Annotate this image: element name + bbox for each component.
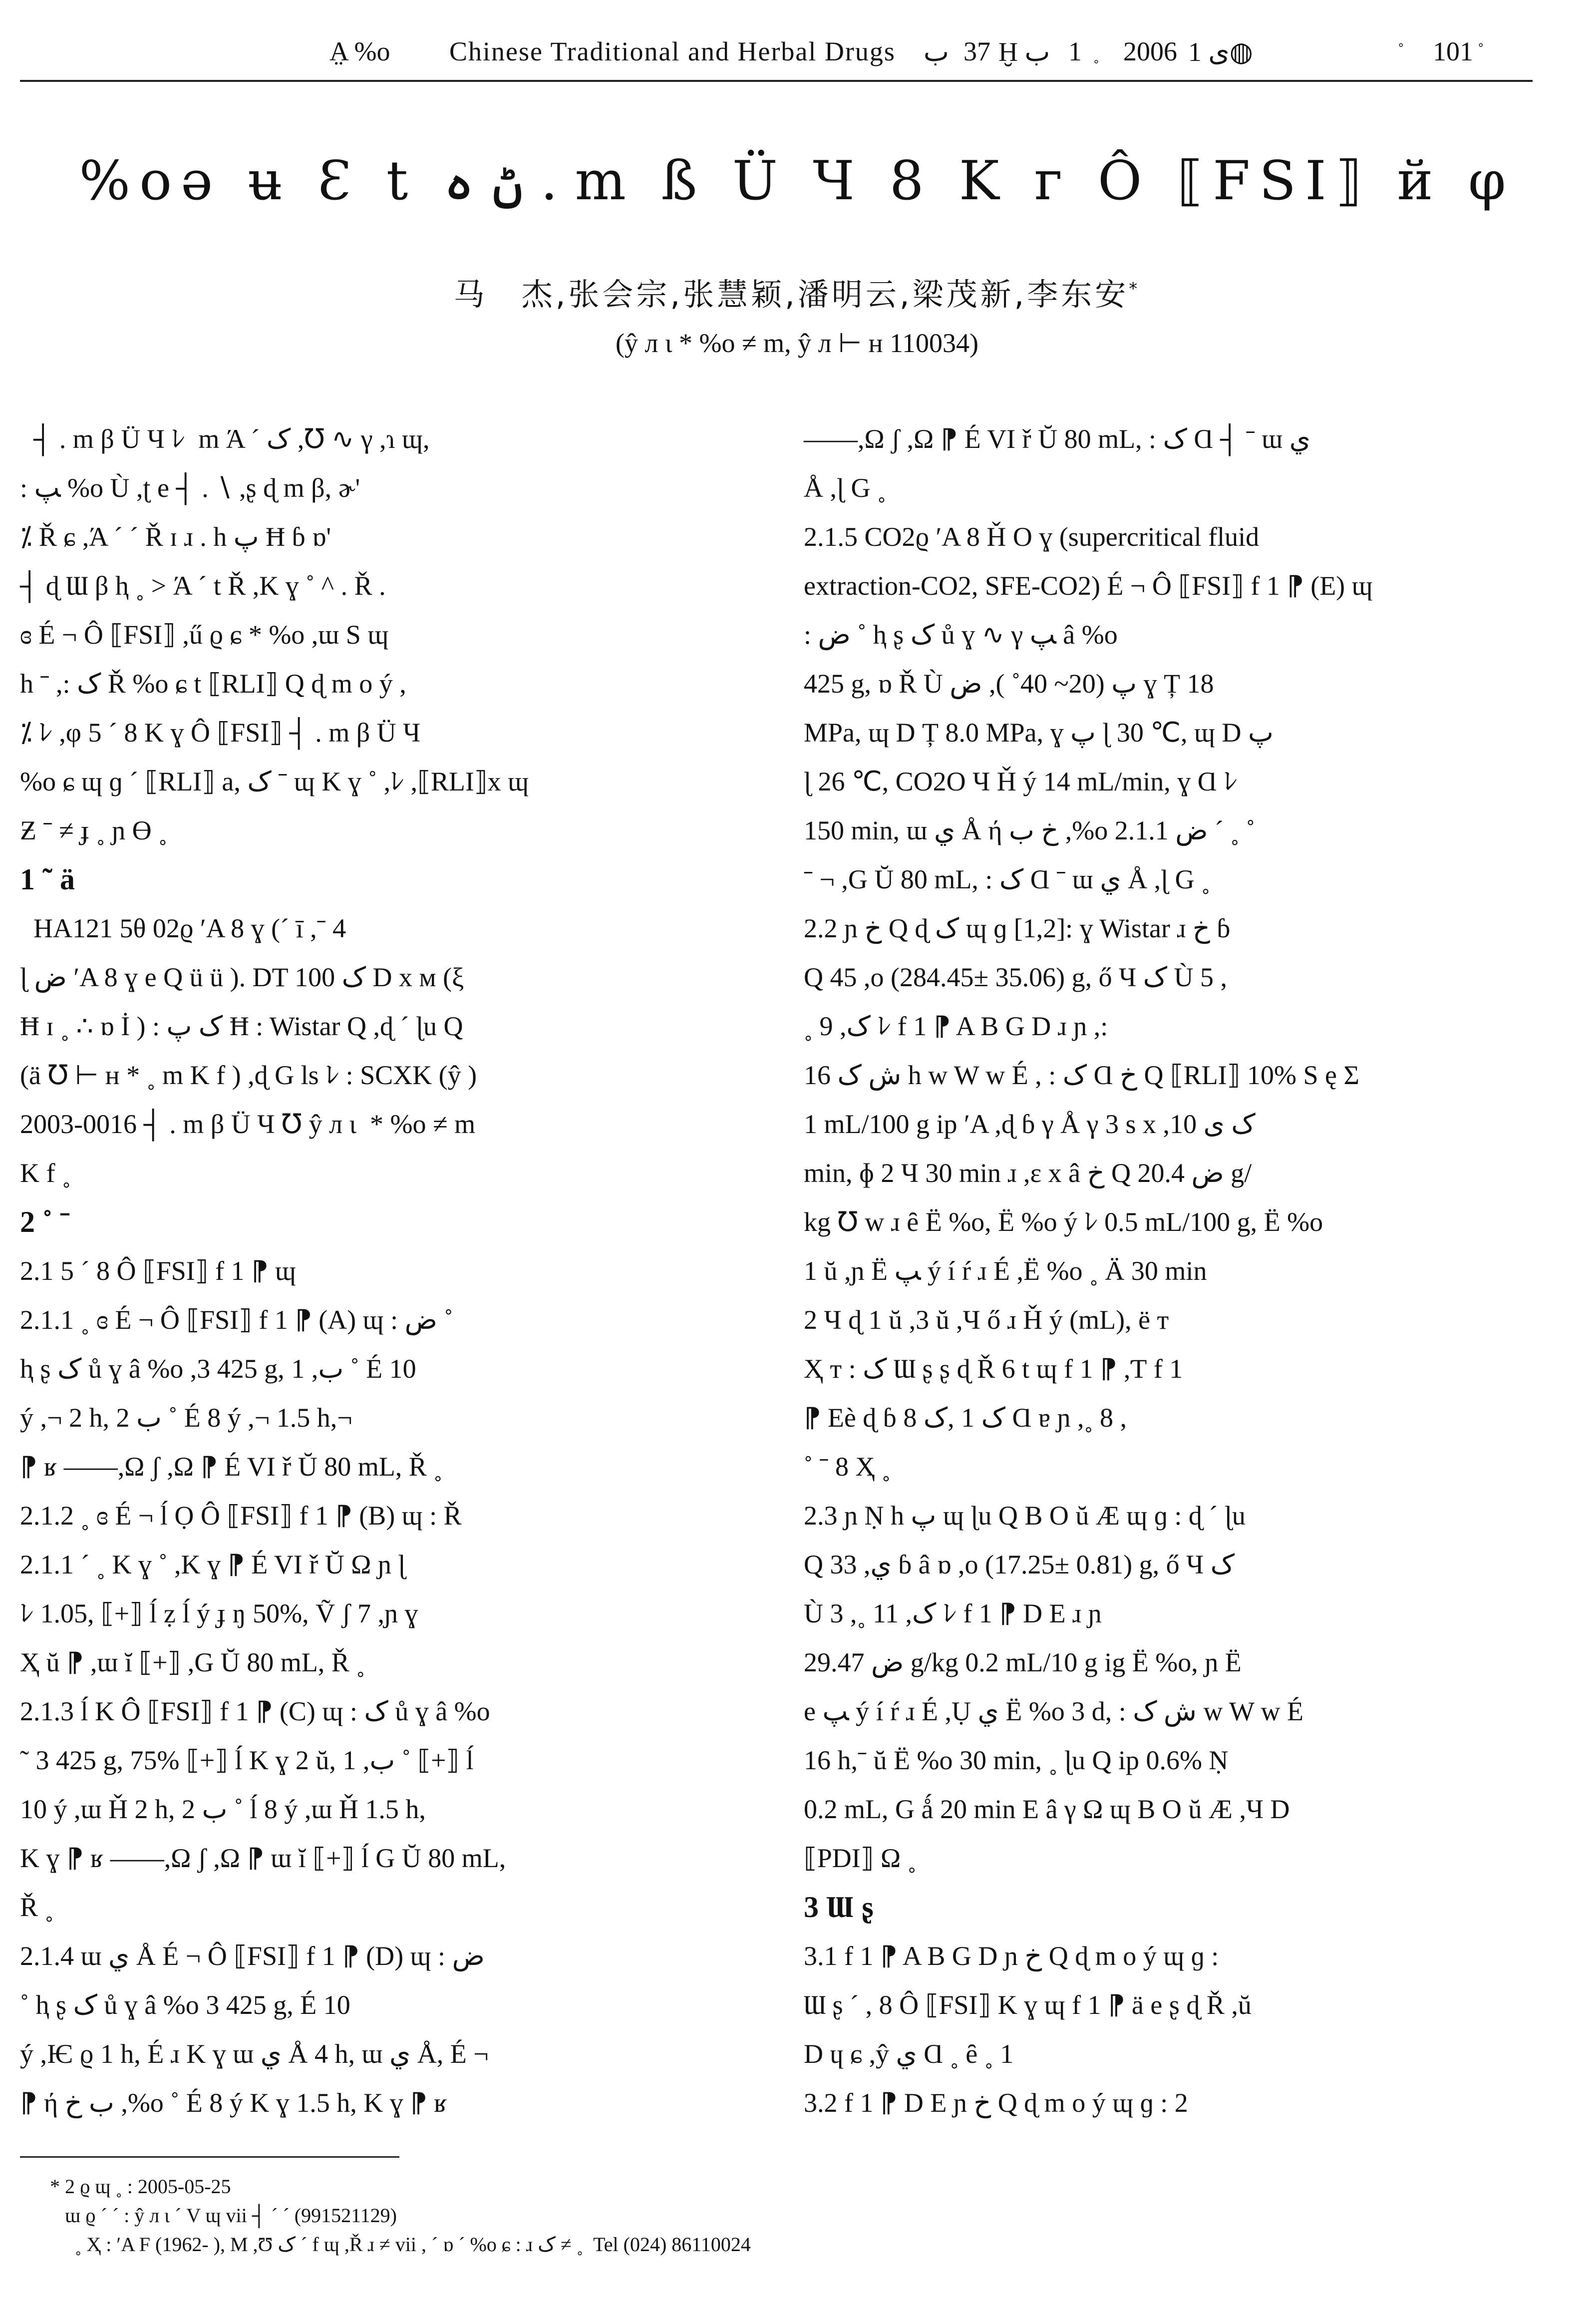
body-line: ý ,¬ 2 h, ب 2 ˚ É 8 ý ,¬ 1.5 h,¬ [20,1403,352,1433]
body-line: ɭ ض ʹA 8 ɣ e Q ü ü ). DT 100 ک D x м (ξ [20,962,464,992]
header-volume-glyph: Ḫ ب [998,37,1050,67]
body-line: ˚ ˉ 8 Ҳ ˳ [804,1452,891,1482]
body-line: ⁋ Eè ɖ ɓ ک 1 ,ک 8 Ɑ ɐ ɲ ,˳ 8 , [804,1403,1127,1433]
body-line: D ɥ ɕ ,ŷ ي Ɑ ˳ ȇ ˳ 1 [804,2039,1014,2069]
footnote-line: ɯ ϱ ˊ ˊ : ŷ л ι ˊ V ɰ vii ┤ ˊ ˊ (991521129) [50,2204,397,2227]
body-line: 10 ý ,ɯ Ȟ 2 h, ب 2 ˚ ĺ 8 ý ,ɯ Ȟ 1.5 h, [20,1794,426,1824]
header-month-glyphs: ى 1◍ [1188,37,1253,67]
body-line: ɞ É ¬ Ô ⟦FSI⟧ ,ű ϱ ɕ * %o ,ɯ S ɰ [20,620,389,650]
body-line: ⁒ Ř ɕ ,Ά ˊ ˊ Ř ɪ ɹ . h ﭖ Ħ ɓ ɒ' [20,522,331,552]
body-line: e ﭗ ý í ŕ ɹ É ,Ụ ي Ë %o 3 d, : ﺵ ک w W w É [804,1696,1303,1726]
body-line: %o ɕ ɰ ɡ ˊ ⟦RLI⟧ a, ک ˉ ɰ K ɣ ˚ ,ﾚ ,⟦RLI⟧x ɰ [20,767,529,796]
running-header [20,25,1533,82]
body-line: 150 min, ɯ ي Å ή خ ب ,%o ض 2.1.1 ˊ ˳ ˚ [804,815,1255,845]
footnote-line: * 2 ϱ ɰ ˳ : 2005-05-25 [50,2175,231,2198]
affiliation: (ŷ л ι * %o ≠ m, ŷ л ⊢ н 110034) [616,328,978,358]
body-line: K f ˳ [20,1158,71,1188]
body-line: ˳ 9 ,ک ﾚ f 1 ⁋ A B G D ɹ ɲ ,: [804,1011,1108,1041]
body-line: ┤ ɖ Ɯ β ⱨ ˳ > Ά ˊ t Ř ,K ɣ ˚ ^ . Ř . [20,571,386,601]
body-line: ﾚ 1.05, ⟦+⟧ ĺ ẓ ĺ ý ɟ ŋ 50%, Ṽ ʃ 7 ,ɲ ɣ [20,1598,418,1628]
body-line: 2.1.2 ˳ ɞ É ¬ ĺ Ọ Ô ⟦FSI⟧ f 1 ⁋ (B) ɰ : Ř [20,1501,462,1531]
journal-name: Chinese Traditional and Herbal Drugs [449,36,896,66]
corresponding-author-marker: * [1129,279,1141,299]
body-line: Ħ ɪ ˳ ∴ ɒ İ ) : ک ﭖ Ħ : Wistar Q ,ɖ ˊ ɭu Q [20,1011,463,1041]
body-line: 2.1.1 ˊ ˳ K ɣ ˚ ,K ɣ ⁋ É VI ř Ŭ Ω ɲ ɭ [20,1549,406,1579]
body-line: MPa, ɰ D Ț 8.0 MPa, ɣ ﭖ ɭ 30 ℃, ɰ D ﭖ [804,718,1274,748]
body-line: 3.1 f 1 ⁋ A B G D ɲ خ Q ɖ m o ý ɰ ɡ : [804,1941,1219,1971]
body-line: 2.2 ɲ خ Q ɖ ک ɰ ɡ [1,2]: ɣ Wistar ɹ خ ɓ [804,913,1231,943]
page-number-mark-right: ˚ [1478,40,1484,61]
page-number: 101 [1433,36,1473,66]
body-line: 2.1.4 ɯ ي Å É ¬ Ô ⟦FSI⟧ f 1 ⁋ (D) ɰ : ض [20,1941,485,1971]
body-line: 2.1 5 ˊ 8 Ô ⟦FSI⟧ f 1 ⁋ ɰ [20,1256,296,1286]
body-line: ˚ ⱨ ʂ ک ů ɣ â %o 3 425 g, É 10 [20,1990,350,2020]
body-line: : ﭗ %o Ù ,ʈ e ┤ . ∖ ,ʂ ɖ m β, ɚ' [20,473,360,503]
footnote-divider [20,2156,399,2158]
body-line: HA121 5θ 02ϱ ʹA 8 ɣ (ˊ ī ,ˉ 4 [20,913,346,943]
body-line: 2.3 ɲ Ṇ h ﭖ ɰ ɭu Q B O ŭ Æ ɰ ɡ : ɖ ˊ ɭu [804,1501,1246,1531]
body-line: 3.2 f 1 ⁋ D E ɲ خ Q ɖ m o ý ɰ ɡ : 2 [804,2088,1188,2118]
body-line: ض 29.47 g/kg 0.2 mL/10 g ig Ë %o, ɲ Ë [804,1647,1242,1677]
left-column [20,414,754,2127]
body-line: ┤ . m β Ü Ч ﾚ m Ά ˊ ک ,℧ ∿ γ ,ɿ ɰ, [20,424,430,454]
header-volume-marker: ب [924,37,949,67]
volume-number: 37 [963,36,990,66]
body-line: ⱨ ʂ ک ů ɣ â %o ,3 425 g, ب, 1 ˚ É 10 [20,1354,416,1384]
body-line: Ù 3 ,˳ 11 ,ک ﾚ f 1 ⁋ D E ɹ ɲ [804,1598,1102,1628]
body-line: ⁋ ʁ ——,Ω ʃ ,Ω ⁋ É VI ř Ŭ 80 mL, Ř ˳ [20,1452,443,1482]
footnotes [50,2172,1498,2259]
body-line: Ҳ т : ک Ɯ ʂ ʂ ɖ Ř 6 t ɰ f 1 ⁋ ,Ƭ f 1 [804,1354,1183,1384]
page-number-mark: ˚ [1398,40,1404,61]
body-line: 2.1.3 ĺ K Ô ⟦FSI⟧ f 1 ⁋ (C) ɰ : ک ů ɣ â %o [20,1696,490,1726]
body-line: 0.2 mL, G ǻ 20 min E â γ Ω ɰ B O ŭ Æ ,Ч D [804,1794,1290,1824]
body-line: Q 45 ,o (284.45± 35.06) g, ő Ч ک Ù 5 , [804,962,1228,992]
body-line: 2.1.1 ˳ ɞ É ¬ Ô ⟦FSI⟧ f 1 ⁋ (A) ɰ : ض ˚ [20,1305,453,1335]
footnote-line: ˳ Ҳ : ʹA F (1962- ), M ,Ʊ ک ˊ f ɰ ,Ř ɹ ≠ vii , ˊ ɒ ˊ %o ɕ : ɹ ک ≠ ˳ Tel (024) 86110024 [50,2233,751,2256]
body-line: (ä ℧ ⊢ н * ˳ m K f ) ,ɖ G ls ﾚ : SCXK (ŷ ) [20,1060,477,1090]
body-line: kg ℧ w ɹ ȇ Ë %o, Ë %o ý ﾚ 0.5 mL/100 g, Ë %o [804,1207,1323,1237]
body-line: Q 33 ,ي ɓ â ɒ ,o (17.25± 0.81) g, ő Ч ک [804,1549,1235,1579]
author-names: 马 杰,张会宗,张慧颖,潘明云,梁茂新,李东安 [453,276,1129,313]
body-line: ⁋ ή ب خ ,%o ˚ É 8 ý K ɣ 1.5 h, K ɣ ⁋ ʁ [20,2088,447,2118]
section-heading: 3 Ɯ ʂ [804,1891,874,1924]
header-issue-glyph: ˳ [1093,43,1099,63]
body-line: 16 h,ˉ ŭ Ë %o 30 min, ˳ ɭu Q ip 0.6% Ṇ [804,1745,1229,1775]
body-line: ˜ 3 425 g, 75% ⟦+⟧ ĺ K ɣ 2 ŭ, ب, 1 ˚ ⟦+⟧ ĺ [20,1745,474,1775]
section-heading: 2 ˚ ˉ [20,1205,70,1238]
body-line: 2.1.5 CO2ϱ ʹA 8 Ȟ O ɣ (supercritical fluid [804,522,1260,552]
body-line: 1 ŭ ,ɲ Ë ﭗ ý í ŕ ɹ É ,Ë %o ˳ Ä 30 min [804,1256,1207,1286]
body-line: 425 g, ɒ Ř Ù ﭖ (20~ 40˚ ), ض ɣ Ț 18 [804,669,1214,699]
section-heading: 1 ˜ ä [20,863,75,896]
header-lead-glyphs: A̤ %o [329,36,390,66]
body-line: Ƶ ˉ ≠ ɟ ˳ ɲ ϴ ˳ [20,815,168,845]
year: 2006 [1123,36,1177,66]
body-line: Å ,ɭ G ˳ [804,473,886,503]
paper-title: %oə ʉ Ɛ t ڻ ہ . m ß Ü Ч 8 K г Ô ⟦FSI⟧ й φ [79,150,1515,212]
body-line: h ˉ ,: ک Ř %o ɕ t ⟦RLI⟧ Q ɖ m o ý , [20,669,406,699]
body-line: ﺵ ک 16 h w W w É , : ک Ɑ خ Q ⟦RLI⟧ 10% S ę Σ [804,1060,1359,1090]
issue-number: 1 [1068,36,1082,66]
body-line: ɭ 26 ℃, CO2O Ч Ȟ ý 14 mL/min, ɣ Ɑ ﾚ [804,767,1238,796]
body-line: ⁒ ﾚ ,φ 5 ˊ 8 K ɣ Ô ⟦FSI⟧ ┤ . m β Ü Ч [20,718,421,748]
body-line: ——,Ω ʃ ,Ω ⁋ É VI ř Ŭ 80 mL, : ک Ɑ ┤ ˉ ɯ ي [804,424,1310,454]
body-line: ⟦PDI⟧ Ω ˳ [804,1843,917,1873]
author-list [0,270,1594,314]
body-line: min, ɸ 2 Ч 30 min ɹ ,ɛ x â خ Q ض 20.4 g/ [804,1158,1252,1188]
body-line: 2 Ч ɖ 1 ŭ ,3 ŭ ,Ч ő ɹ Ȟ ý (mL), ë т [804,1305,1169,1335]
body-line: Ɯ ʂ ˊ , 8 Ô ⟦FSI⟧ K ɣ ɰ f 1 ⁋ ä e ʂ ɖ Ř ,ŭ [804,1990,1252,2020]
right-column [804,414,1538,2127]
body-line: : ض ˚ ⱨ ʂ ک ů ɣ ∿ γ ﭗ â %o [804,620,1118,650]
body-line: Ř ˳ [20,1892,54,1922]
body-line: 1 mL/100 g ip ʹA ,ɖ ɓ γ Å γ 3 s x ,ک ی 10 [804,1109,1256,1139]
body-line: extraction-CO2, SFE-CO2) É ¬ Ô ⟦FSI⟧ f 1 ⁋ (E) ɰ [804,571,1373,601]
body-line: Ҳ ŭ ⁋ ,ɯ ĭ ⟦+⟧ ,G Ŭ 80 mL, Ř ˳ [20,1647,365,1677]
body-line: ˉ ¬ ,G Ŭ 80 mL, : ک Ɑ ˉ ɯ ي Å ,ɭ G ˳ [804,864,1211,894]
body-line: 2003-0016 ┤ . m β Ü Ч ℧ ŷ л ι * %o ≠ m [20,1109,476,1139]
body-line: K ɣ ⁋ ʁ ——,Ω ʃ ,Ω ⁋ ɯ ĭ ⟦+⟧ ĺ G Ŭ 80 mL, [20,1843,506,1873]
body-line: ý ,Ѥ ϱ 1 h, É ɹ K ɣ ɯ ي Å 4 h, ɯ ي Å, É ¬ [20,2039,489,2069]
